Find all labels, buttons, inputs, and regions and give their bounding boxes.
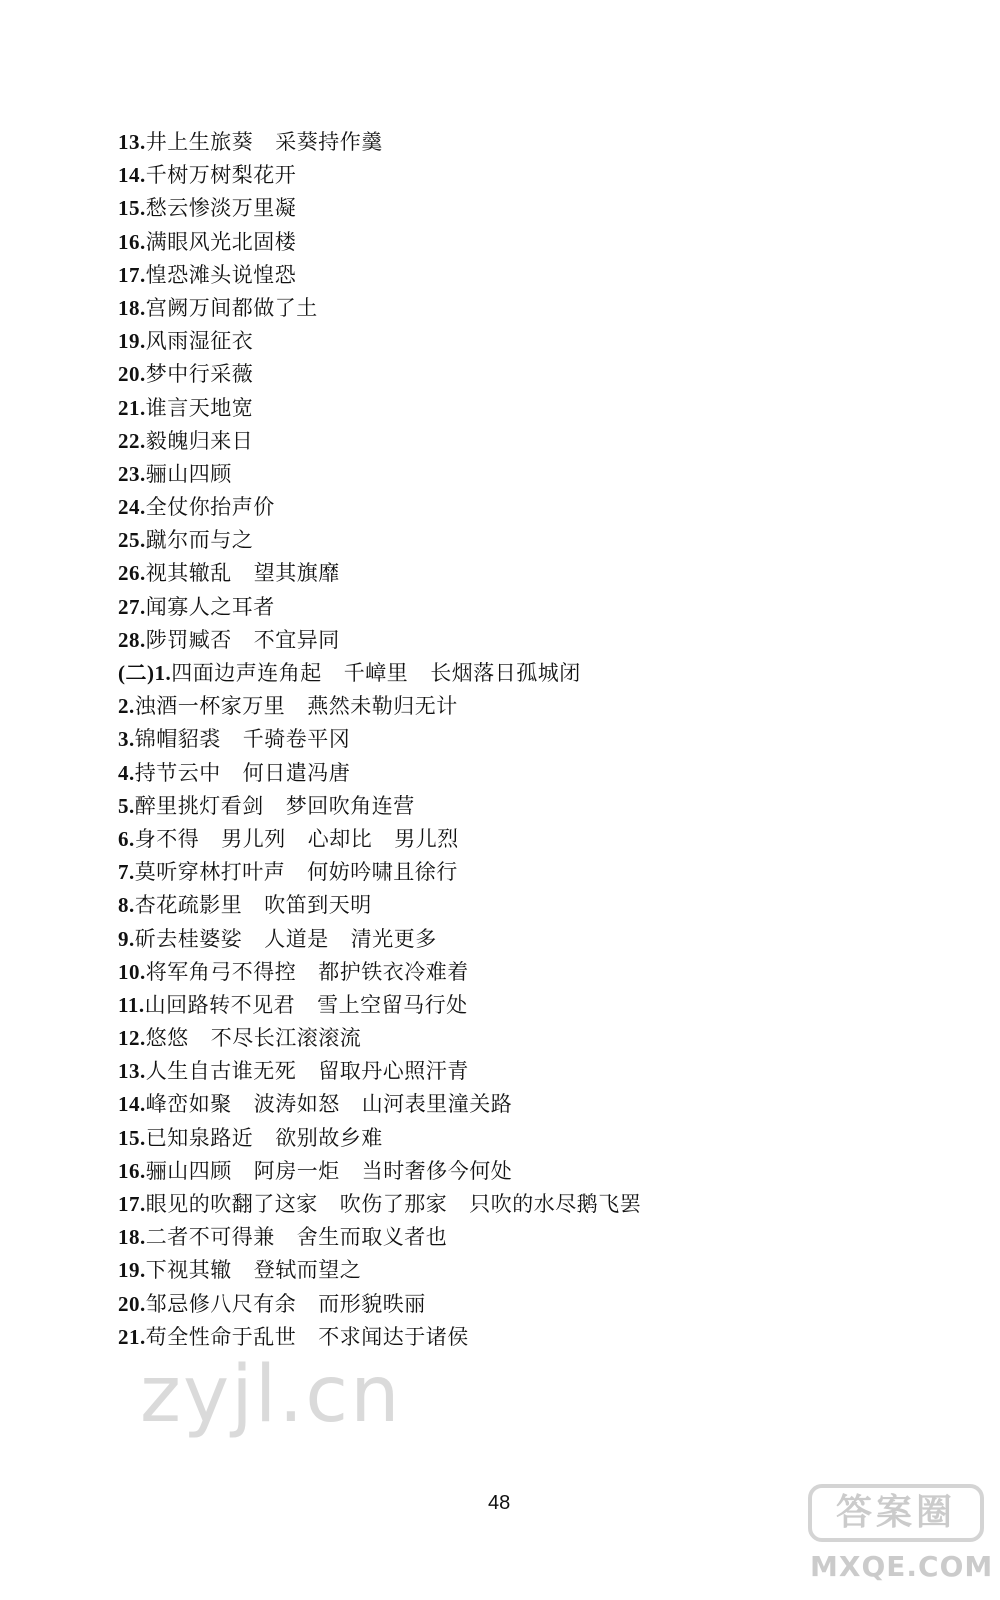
answer-number: 18. [118,1225,146,1250]
answer-text: 井上生旅葵 [145,130,254,154]
answer-text: 苟全性命于乱世 [145,1324,297,1349]
answer-text: 人生自古谁无死 [145,1059,297,1084]
answer-line [118,1254,641,1287]
answer-line [118,1122,641,1155]
answer-text: 不宜异同 [253,627,340,652]
answer-number: 19. [118,329,146,354]
answer-text: 四面边声连角起 [171,661,322,685]
answer-number: 7. [118,860,135,885]
answer-text: 悠悠 [145,1026,189,1051]
answer-text: 宫阙万间都做了土 [145,295,318,320]
watermark-zyjl: zyjl.cn [140,1350,402,1440]
answer-text: 吹伤了那家 [339,1192,448,1216]
answer-number: 3. [118,727,135,752]
answer-number: 21. [118,395,146,420]
answer-text: 已知泉路近 [145,1125,254,1150]
answer-text: 下视其辙 [145,1258,232,1283]
answer-text: 梦回吹角连营 [285,793,415,818]
answer-text: 波涛如怒 [253,1092,340,1117]
answer-text: 莫听穿林打叶声 [134,860,286,885]
answer-text: 只吹的水尽鹅飞罢 [469,1192,642,1216]
answer-number: 6. [118,826,135,851]
answer-number: 2. [118,694,135,719]
answer-text: 骊山四顾 [145,1158,232,1183]
answer-text: 采葵持作羹 [275,130,383,154]
answer-line [118,126,641,159]
answer-line [118,358,641,391]
answer-text: 浊酒一杯家万里 [134,694,286,719]
answer-text: 男儿烈 [394,826,459,851]
answer-number: 12. [118,1026,146,1051]
answer-line [118,392,641,425]
answer-line [118,1288,641,1321]
answer-line [118,1088,641,1121]
answer-text: 都护铁衣冷难着 [318,959,469,984]
answer-text: 望其旗靡 [253,561,340,586]
answer-text: 男儿列 [221,826,286,851]
answer-number: 10. [118,959,146,984]
answer-line [118,856,641,889]
answer-text: 持节云中 [134,760,221,785]
answer-list [118,126,641,1354]
answer-number: 19. [118,1258,146,1283]
answer-text: 身不得 [134,826,200,851]
answer-line [118,226,641,259]
answer-number: 14. [118,1092,146,1117]
answer-line [118,1188,641,1221]
answer-text: 千嶂里 [343,661,409,685]
answer-text: 陟罚臧否 [145,627,232,652]
answer-line [118,657,641,690]
answer-text: 不尽长江滚滚流 [210,1026,362,1051]
answer-text: 眼见的吹翻了这家 [145,1192,318,1216]
answer-line [118,624,641,657]
answer-text: 锦帽貂裘 [134,727,221,752]
answer-text: 千树万树梨花开 [145,163,297,188]
answer-line [118,889,641,922]
answer-text: 舍生而取义者也 [296,1225,448,1250]
answer-text: 惶恐滩头说惶恐 [145,262,297,287]
answer-text: 登轼而望之 [253,1258,362,1283]
answer-text: 心却比 [307,826,373,851]
answer-line [118,192,641,225]
answer-line [118,425,641,458]
answer-line [118,591,641,624]
answer-number: 4. [118,760,135,785]
page-number: 48 [488,1492,511,1514]
watermark-mxqe-logo [808,1480,994,1592]
answer-text: 何日遣冯唐 [242,760,351,785]
answer-number: 16. [118,1158,146,1183]
answer-line [118,557,641,590]
answer-text: 人道是 [264,926,329,951]
answer-line [118,823,641,856]
watermark-badge: 答案圈 [808,1484,984,1542]
answer-number: 15. [118,196,146,221]
answer-number: 22. [118,428,146,453]
answer-line [118,1022,641,1055]
answer-text: 杏花疏影里 [134,893,243,918]
answer-text: 峰峦如聚 [145,1092,232,1117]
answer-number: 17. [118,1192,146,1216]
answer-number: 8. [118,893,135,918]
answer-text: 千骑卷平冈 [242,727,351,752]
answer-text: 毅魄归来日 [145,428,254,453]
answer-number: 25. [118,528,146,553]
answer-line [118,159,641,192]
answer-text: 梦中行采薇 [145,362,254,387]
answer-line [118,1055,641,1088]
answer-line [118,690,641,723]
answer-line [118,956,641,989]
answer-line [118,1321,641,1354]
answer-text: 欲别故乡难 [275,1125,383,1150]
answer-number: 20. [118,362,146,387]
answer-text: 将军角弓不得控 [145,959,297,984]
answer-line [118,1221,641,1254]
answer-line [118,989,641,1022]
answer-text: 满眼风光北固楼 [145,229,297,254]
answer-number: 16. [118,229,146,254]
answer-line [118,524,641,557]
answer-text: 骊山四顾 [145,461,232,486]
answer-number: 13. [118,1059,146,1084]
answer-line [118,292,641,325]
answer-line [118,1155,641,1188]
answer-number: 9. [118,926,135,951]
answer-text: 雪上空留马行处 [317,992,468,1017]
answer-number: 5. [118,793,135,818]
answer-line [118,259,641,292]
answer-line [118,790,641,823]
answer-number: 21. [118,1324,146,1349]
answer-number: 15. [118,1125,146,1150]
answer-number: 14. [118,163,146,188]
answer-number: 26. [118,561,146,586]
answer-number: 20. [118,1291,146,1316]
answer-text: 山河表里潼关路 [361,1092,513,1117]
answer-text: 全仗你抬声价 [145,495,275,520]
answer-number: 23. [118,461,146,486]
answer-number: 28. [118,627,146,652]
answer-number: (二)1. [118,661,172,685]
answer-text: 阿房一炬 [253,1158,340,1183]
answer-number: 17. [118,262,146,287]
answer-text: 风雨湿征衣 [145,329,254,354]
answer-number: 18. [118,295,146,320]
answer-text: 愁云惨淡万里凝 [145,196,297,221]
answer-line [118,458,641,491]
answer-number: 27. [118,594,146,619]
answer-text: 长烟落日孤城闭 [430,661,581,685]
answer-text: 留取丹心照汗青 [318,1059,469,1084]
answer-text: 邹忌修八尺有余 [145,1291,297,1316]
answer-line [118,923,641,956]
answer-text: 清光更多 [350,926,437,951]
answer-text: 闻寡人之耳者 [145,594,275,619]
answer-line [118,491,641,524]
answer-number: 11. [118,992,145,1017]
answer-text: 当时奢侈今何处 [361,1158,513,1183]
answer-text: 蹴尔而与之 [145,528,254,553]
answer-text: 醉里挑灯看剑 [134,793,264,818]
answer-number: 13. [118,130,146,154]
answer-text: 斫去桂婆娑 [134,926,243,951]
answer-line [118,325,641,358]
watermark-domain: MXQE.COM [810,1550,994,1583]
answer-text: 山回路转不见君 [144,992,296,1017]
answer-text: 不求闻达于诸侯 [318,1324,469,1349]
answer-text: 何妨吟啸且徐行 [307,860,458,885]
answer-text: 燕然未勒归无计 [307,694,458,719]
answer-line [118,723,641,756]
answer-number: 24. [118,495,146,520]
answer-text: 吹笛到天明 [264,893,372,918]
answer-text: 视其辙乱 [145,561,232,586]
answer-text: 而形貌昳丽 [318,1291,426,1316]
answer-line [118,757,641,790]
answer-text: 谁言天地宽 [145,395,254,420]
answer-text: 二者不可得兼 [145,1225,275,1250]
